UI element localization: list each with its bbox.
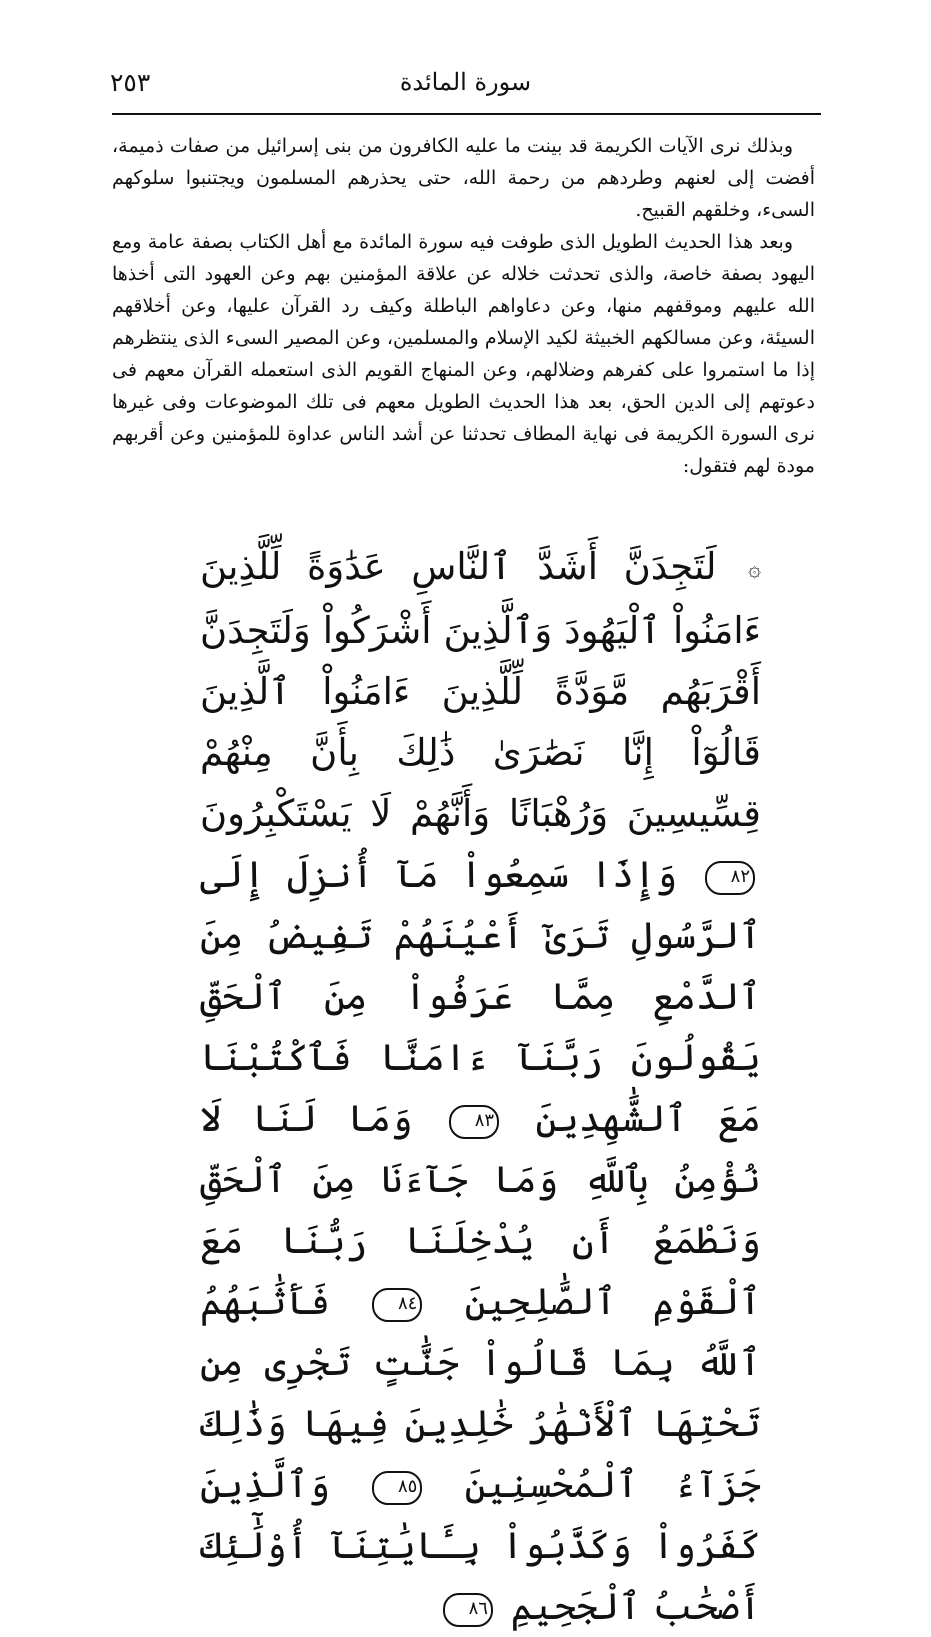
commentary-paragraph-2: وبعد هذا الحديث الطويل الذى طوفت فيه سورة المائدة مع أهل الكتاب بصفة عامة ومع اليهود بصفة خاصة، والذى تحدثت خلاله عن علاقة المؤمنين بهم وعن العهود التى أخذها الله عليهم وموقفهم منها، وعن دعاواهم الباطلة وكيف رد القرآن عليها، وعن أخلاقهم السيئة، وعن مسالكهم الخبيثة لكيد الإسلام والمسلمين، وعن المصير السىء الذى ينتظرهم إذا ما استمروا على كفرهم وضلالهم، وعن المنهاج القويم الذى استعمله القرآن معهم فى دعوتهم إلى الدين الحق، بعد هذا الحديث الطويل معهم فى تلك الموضوعات وفى غيرها نرى السورة الكريمة فى نهاية المطاف تحدثنا عن أشد الناس عداوة للمؤمنين وعن أقربهم مودة لهم فتقول: (112, 231, 815, 477)
commentary-text (112, 130, 815, 482)
ayah-number-86: ٨٦ (443, 1593, 493, 1627)
ayah-number-84: ٨٤ (372, 1288, 422, 1322)
ayah-number-82: ٨٢ (705, 861, 755, 895)
surah-title: سورة المائدة (399, 68, 532, 96)
verse-84-text: وَمَا لَنَا لَا نُؤْمِنُ بِٱللَّهِ وَمَا جَآءَنَا مِنَ ٱلْحَقِّ وَنَطْمَعُ أَن يُدْخِلَنَا رَبُّنَا مَعَ ٱلْقَوْمِ ٱلصَّٰلِحِينَ (200, 1097, 762, 1323)
header-divider (112, 113, 821, 115)
verse-85-text: فَأَثَٰبَهُمُ ٱللَّهُ بِمَا قَالُواْ جَنَّٰتٍ تَجْرِى مِن تَحْتِهَا ٱلْأَنْهَٰرُ خَٰلِدِينَ فِيهَا وَذَٰلِكَ جَزَآءُ ٱلْمُحْسِنِينَ (200, 1280, 762, 1506)
rub-el-hizb-icon: ۞ (748, 557, 761, 582)
page-number: ٢٥٣ (110, 68, 151, 97)
commentary-paragraph-1: وبذلك نرى الآيات الكريمة قد بينت ما عليه الكافرون من بنى إسرائيل من صفات ذميمة، أفضت إلى لعنهم وطردهم من رحمة الله، حتى يحذرهم المسلمون ويجتنبوا سلوكهم السىء، وخلقهم القبيح. (112, 135, 815, 221)
ayah-number-85: ٨٥ (372, 1471, 422, 1505)
page-header (110, 62, 821, 108)
verse-83-text: وَإِذَا سَمِعُواْ مَآ أُنزِلَ إِلَى ٱلرَّسُولِ تَرَىٰٓ أَعْيُنَهُمْ تَفِيضُ مِنَ ٱلدَّمْعِ مِمَّا عَرَفُواْ مِنَ ٱلْحَقِّ يَقُولُونَ رَبَّنَآ ءَامَنَّا فَٱكْتُبْنَا مَعَ ٱلشَّٰهِدِينَ (200, 853, 761, 1140)
verse-86-text: وَٱلَّذِينَ كَفَرُواْ وَكَذَّبُواْ بِـَٔايَٰتِنَآ أُوْلَٰٓئِكَ أَصْحَٰبُ ٱلْجَحِيمِ (200, 1463, 761, 1628)
verse-82-text: لَتَجِدَنَّ أَشَدَّ ٱلنَّاسِ عَدَٰوَةً لِّلَّذِينَ ءَامَنُواْ ٱلْيَهُودَ وَٱلَّذِينَ أَشْرَكُواْ وَلَتَجِدَنَّ أَقْرَبَهُم مَّوَدَّةً لِّلَّذِينَ ءَامَنُواْ ٱلَّذِينَ قَالُوٓاْ إِنَّا نَصَٰرَىٰ ذَٰلِكَ بِأَنَّ مِنْهُمْ قِسِّيسِينَ وَرُهْبَانًا وَأَنَّهُمْ لَا يَسْتَكْبِرُونَ (200, 545, 761, 835)
ayah-number-83: ٨٣ (449, 1105, 499, 1139)
quran-verses (200, 536, 761, 1637)
